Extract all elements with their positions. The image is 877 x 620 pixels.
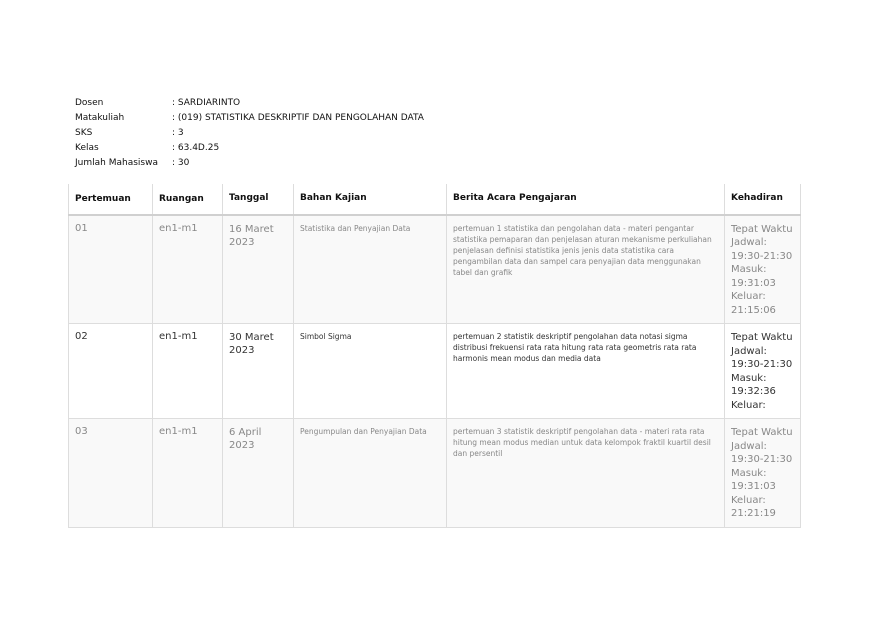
header-bahan-kajian: Bahan Kajian (294, 184, 447, 215)
cell-ruangan: en1-m1 (153, 324, 223, 419)
cell-ruangan: en1-m1 (153, 215, 223, 324)
cell-bahan-kajian: Simbol Sigma (294, 324, 447, 419)
kehadiran-jadwal-label: Jadwal: (731, 440, 767, 452)
info-value: : 3 (172, 128, 184, 138)
info-row-kelas (75, 141, 424, 156)
kehadiran-status: Tepat Waktu (731, 427, 793, 438)
cell-tanggal: 6 April 2023 (223, 419, 294, 528)
kehadiran-jadwal-label: Jadwal: (731, 237, 767, 248)
course-info (75, 96, 424, 171)
kehadiran-masuk-value: 19:31:03 (731, 481, 776, 492)
table-header-row (69, 184, 801, 215)
cell-berita-acara: pertemuan 1 statistika dan pengolahan data - materi pengantar statistika pemaparan dan penjelasan aturan mekanisme perkuliahan penjelasan definisi statistika jenis jenis data statistika cara pengambilan data dan sampel cara penyajian data menggunakan tabel dan grafik (447, 215, 725, 324)
cell-pertemuan: 01 (69, 215, 153, 324)
kehadiran-keluar-value: 21:15:06 (731, 304, 776, 316)
cell-kehadiran (725, 419, 801, 528)
table-row (69, 419, 801, 528)
cell-ruangan: en1-m1 (153, 419, 223, 528)
cell-tanggal: 30 Maret 2023 (223, 324, 294, 419)
header-pertemuan: Pertemuan (69, 184, 153, 215)
kehadiran-status: Tepat Waktu (731, 332, 793, 343)
kehadiran-jadwal-value: 19:30-21:30 (731, 454, 793, 465)
kehadiran-masuk-value: 19:31:03 (731, 277, 776, 289)
kehadiran-masuk-value: 19:32:36 (731, 386, 776, 397)
info-value: : 63.4D.25 (172, 143, 220, 153)
header-berita-acara: Berita Acara Pengajaran (447, 184, 725, 215)
info-value: : (019) STATISTIKA DESKRIPTIF DAN PENGOLAHAN DATA (172, 113, 424, 123)
info-row-sks (75, 126, 424, 141)
cell-berita-acara: pertemuan 2 statistik deskriptif pengolahan data notasi sigma distribusi frekuensi rata rata hitung rata rata geometris rata rata harmonis mean modus dan media data (447, 324, 725, 419)
kehadiran-masuk-label: Masuk: (731, 467, 767, 479)
header-tanggal: Tanggal (223, 184, 294, 215)
info-label: Jumlah Mahasiswa (75, 158, 158, 168)
cell-tanggal: 16 Maret 2023 (223, 215, 294, 324)
info-label: Dosen (75, 98, 104, 108)
cell-kehadiran (725, 215, 801, 324)
info-row-jumlah-mahasiswa (75, 156, 424, 171)
kehadiran-keluar-label: Keluar: (731, 399, 766, 411)
info-label: Kelas (75, 143, 99, 153)
kehadiran-keluar-label: Keluar: (731, 494, 766, 506)
info-value: : 30 (172, 158, 190, 168)
cell-bahan-kajian: Statistika dan Penyajian Data (294, 215, 447, 324)
header-ruangan: Ruangan (153, 184, 223, 215)
kehadiran-masuk-label: Masuk: (731, 372, 767, 384)
cell-pertemuan: 02 (69, 324, 153, 419)
teaching-report-table (68, 184, 801, 528)
kehadiran-masuk-label: Masuk: (731, 264, 767, 275)
info-value: : SARDIARINTO (172, 98, 241, 108)
cell-bahan-kajian: Pengumpulan dan Penyajian Data (294, 419, 447, 528)
cell-berita-acara: pertemuan 3 statistik deskriptif pengolahan data - materi rata rata hitung mean modus median untuk data kelompok fraktil kuartil desil dan persentil (447, 419, 725, 528)
cell-pertemuan: 03 (69, 419, 153, 528)
info-label: Matakuliah (75, 113, 125, 123)
kehadiran-jadwal-value: 19:30-21:30 (731, 250, 793, 262)
kehadiran-status: Tepat Waktu (731, 223, 793, 235)
kehadiran-keluar-value: 21:21:19 (731, 508, 776, 519)
cell-kehadiran (725, 324, 801, 419)
info-row-matakuliah (75, 111, 424, 126)
kehadiran-keluar-label: Keluar: (731, 291, 766, 302)
kehadiran-jadwal-value: 19:30-21:30 (731, 359, 793, 370)
info-row-dosen (75, 96, 424, 111)
table-row (69, 215, 801, 324)
table-row (69, 324, 801, 419)
info-label: SKS (75, 128, 93, 138)
kehadiran-jadwal-label: Jadwal: (731, 345, 767, 357)
header-kehadiran: Kehadiran (725, 184, 801, 215)
